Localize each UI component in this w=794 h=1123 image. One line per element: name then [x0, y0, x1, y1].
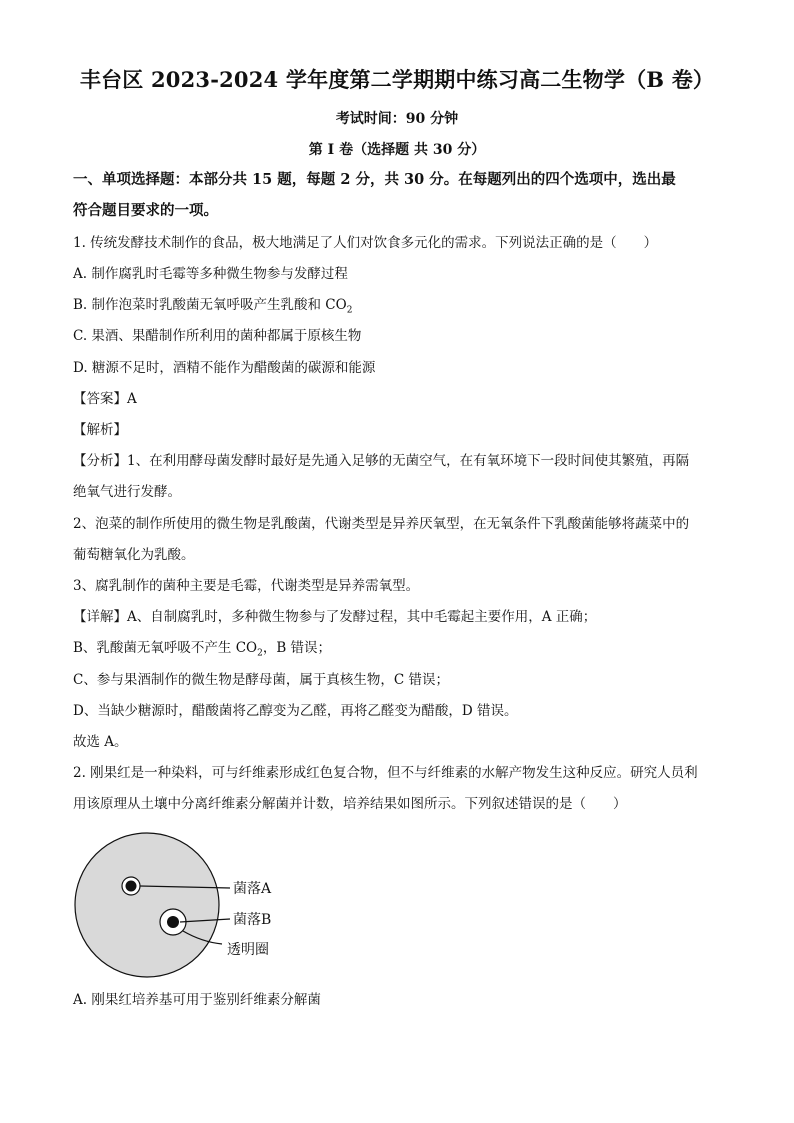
q1-option-a: A. 制作腐乳时毛霉等多种微生物参与发酵过程	[73, 266, 348, 282]
q1-answer: 【答案】A	[73, 391, 137, 407]
q1-fenxi-4: 葡萄糖氧化为乳酸。	[73, 547, 195, 563]
petri-dish	[75, 833, 219, 977]
q1-option-b: B. 制作泡菜时乳酸菌无氧呼吸产生乳酸和 $CO_2$	[73, 297, 353, 316]
section-heading-line2: 符合题目要求的一项。	[73, 202, 218, 219]
q1-analysis-label: 【解析】	[73, 422, 127, 438]
q1-fenxi-2: 绝氧气进行发酵。	[73, 484, 181, 500]
part-heading: 第 I 卷（选择题 共 30 分）	[308, 142, 486, 158]
q1-stem: 1. 传统发酵技术制作的食品，极大地满足了人们对饮食多元化的需求。下列说法正确的是（ ）	[73, 235, 658, 251]
q1-option-d: D. 糖源不足时，酒精不能作为醋酸菌的碳源和能源	[73, 360, 376, 376]
label-clear-zone: 透明圈	[227, 942, 269, 958]
label-colony-a: 菌落A	[233, 881, 272, 897]
q1-fenxi-3: 2、泡菜的制作所使用的微生物是乳酸菌，代谢类型是异养厌氧型，在无氧条件下乳酸菌能够将蔬菜中的	[73, 516, 690, 532]
section-heading-line1: 一、单项选择题：本部分共 15 题，每题 2 分，共 30 分。在每题列出的四个选项中，选出最	[73, 171, 676, 188]
q1-detail-1: 【详解】A、自制腐乳时，多种微生物参与了发酵过程，其中毛霉起主要作用，A 正确；	[73, 609, 597, 625]
q1-conclusion: 故选 A。	[73, 734, 128, 750]
q2-option-a: A. 刚果红培养基可用于鉴别纤维素分解菌	[73, 992, 321, 1008]
q2-stem-line1: 2. 刚果红是一种染料，可与纤维素形成红色复合物，但不与纤维素的水解产物发生这种反应。研究人员利	[73, 765, 698, 781]
q1-fenxi-5: 3、腐乳制作的菌种主要是毛霉，代谢类型是异养需氧型。	[73, 578, 420, 594]
colony-b	[167, 916, 179, 928]
q1-detail-4: D、当缺少糖源时，醋酸菌将乙醇变为乙醛，再将乙醛变为醋酸，D 错误。	[73, 703, 518, 719]
q1-detail-2: B、乳酸菌无氧呼吸不产生 $CO_2$，B 错误；	[73, 640, 332, 659]
page-title: 丰台区 2023-2024 学年度第二学期期中练习高二生物学（B 卷）	[79, 67, 715, 92]
q1-detail-3: C、参与果酒制作的微生物是酵母菌，属于真核生物，C 错误；	[73, 672, 449, 688]
label-colony-b: 菌落B	[233, 912, 272, 928]
exam-time: 考试时间：90 分钟	[335, 111, 459, 127]
colony-a	[126, 881, 137, 892]
petri-dish-figure	[72, 830, 332, 980]
q1-option-c: C. 果酒、果醋制作所利用的菌种都属于原核生物	[73, 328, 362, 344]
q1-fenxi-1: 【分析】1、在利用酵母菌发酵时最好是先通入足够的无菌空气，在有氧环境下一段时间使其繁殖，再隔	[73, 453, 690, 469]
q2-stem-line2: 用该原理从土壤中分离纤维素分解菌并计数，培养结果如图所示。下列叙述错误的是（ ）	[73, 796, 627, 812]
